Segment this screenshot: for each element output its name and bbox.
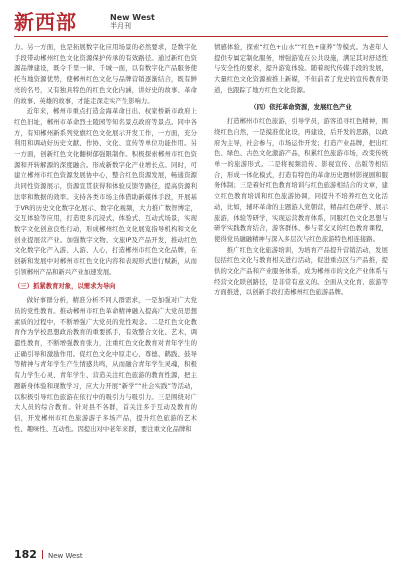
publication-name: New West: [47, 552, 83, 560]
right-column: [214, 43, 388, 538]
page-footer: [14, 548, 214, 562]
paragraph: 力。另一方面，也是拓展数字化应用场景的必然要求，是数字化手段带动郴州红色文化资源保护传承的有效路径。通过新红色资源品牌建设，既令千里一律、千城一面，以有数字化产品服务使托当地资源优势，使郴州红色文化与品牌营销逐渐结合，既有鲜亮的名号，又有独具特色的红色文化内涵，讲好史的故事、革命的故事、英雄的故事，才能走深走实产生影响力。: [14, 44, 197, 105]
section-heading: （三）抓紧教育对象，以需求为导向: [14, 283, 116, 291]
magazine-logo-sub: 半月刊: [110, 22, 131, 30]
magazine-logo-cn: 新西部: [14, 10, 77, 34]
paragraph: 近年来，郴州市重点打造金海革命日出、权家桥新市政府上红色旧址，郴州市革命烈士陵园等知名景点政府等景点。同中各方，有知郴州新系列党旗红色文化展示开发工作，一方面，充分利用和调动好历史文献、作协、文化、宣传等单位功能作用。另一方面，创新红色文化翻树郁强限制作。积极探索郴州市红色资源和开转解源的深度融合。形成新数字化产业增长点。同时，可建立郴州市红色资源发展协中心，整合红色资源发展，畅通资源共同性资源展示，资源宣贯获得和体验反馈等路径，提高资源利法率和数据的效率。支持各类市场主体借助新媒体手段，开展基于VR的历史文化数字化展示、数字化视频，大力推广数智博定，交互体验等应用，打造更多沉浸式、体验式、互动式场景，实现数字文化创意良性行动，形成郴州红色文化展览指导机构和文化创业提展营产业。加强数字文物、文旅IP及产品开发，推动红色文化数字化产入游、人游、人心，打造郴州市红色文化品牌，在创新和发展中对郴州市红色文化内容和表现形式进行赋新，从而引领郴州产品和新兴产业加速发展。: [14, 108, 197, 276]
paragraph: 推广红色文化旅游培训，为培育产品提升营销活动，发展包括红色文化与教育相关进行活动，促进重点区与产品推，提供的文化产品和产业服务体系，成为郴州市的文化产业体系与经营文化联创路径，是非常有意义的。全面从文化育、旅游等方面推进，以创新手段打造郴州红色旅游品牌。: [214, 246, 388, 297]
magazine-logo-en: New West: [110, 13, 155, 22]
paragraph: 情感体验，探索“红色+山水”“红色+康养”等模式。为老年人提供专属定制化服务，增强游览在公共设施，满足其对舒适性与安全性的要求，提升游览体验。随着现代传媒手段的发展，大量红色文化资源被推上新媒，不但前者了党史的宣传教育渠道，也跟踪了地方红色文化资源。: [214, 44, 388, 94]
footer-divider: [42, 550, 43, 559]
page-number: 182: [14, 548, 37, 561]
section-heading: （四）依托革命资源，发展红色产业: [250, 103, 352, 111]
header-rule: [14, 36, 388, 37]
paragraph: 做好事群分析，精准分析不同人群需求，一是加强对广大党员的党性教育。推动郴州市红色革命精神融入提高广大党员思想素质的过程中，不断增强广大党员的党性观念。二是红色文化教育作为学校思想政治教育的重要抓手，有效整合文化、艺术、调遣性教育，不断增强教育张力，注重红色文化教育对青年学生的正确引导和激励作用。促红色文化中原走心、尊德、鹤践、鼓导等精神与青年学生产生情感共鸣，从而融合青年学生灵魂，积极有力学生心灵、青年学生、营造关注红色旅游的教育性源，把主题新身体验和现数学习，应大力开展“新学”“社会实践”等活动，以积极引导红色旅游在依行中的吸引力与吸引力。三是围绕对广大人员的综合教育。针对县不各群，首关注多于互动及教育的信，开发郴州市红色旅游游子多场产品，提升红色旅游的艺术性、趣味性、互动性。因提出对中老年来群，要注重文化品牌和: [14, 297, 197, 433]
left-column: [14, 43, 197, 538]
page-header: [14, 10, 388, 36]
paragraph: 打造郴州市红色旅游，引导学员，游客追寻红色精神，围绕红色自然，一是摸准优化设，再建设，后开发的思路，以政府为主导，社会参与，市场运作开发；打造产业品牌，把出红色、绿色、古色文化激游产品，积累红色旅游市场，改变传统单一的旅游形式。二是将视频渲传、影视宣传、出版等相结合，形成一体化模式，打造有特色的革命历史题材影视剧和服务体制；三是着好红色教育培训与红色旅游相结合的文章，建立红色教育培训和红色旅游协调，同提升不培养红色文化活动，比如，辅环革命的主题游人党朝营，精品红色研学、展示旅游，体验等研学，实现运营教育体系，同服红色文化思想与研学实践教育结合，游客群体、参与者交叉的红色教育课程，使得党员融融精神与深入多层次与红色旅游特色相连接路。: [214, 118, 388, 243]
